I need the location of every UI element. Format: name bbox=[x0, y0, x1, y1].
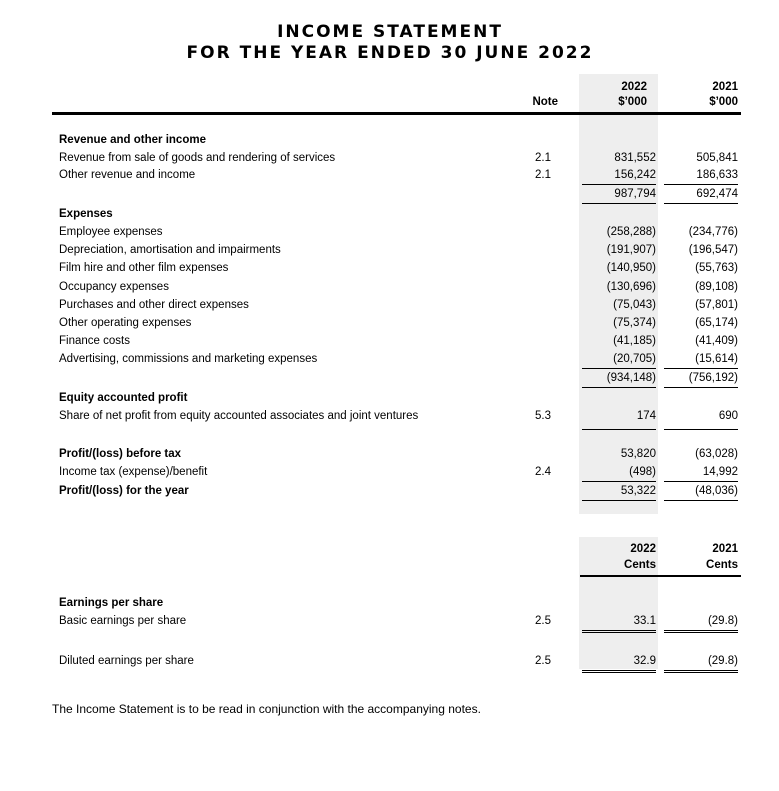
profit-before-tax-label: Profit/(loss) before tax bbox=[59, 448, 182, 460]
total-rule bbox=[664, 500, 738, 501]
year-2022-unit: $’000 bbox=[618, 96, 647, 108]
year-2021-unit: $’000 bbox=[709, 96, 738, 108]
total-rule bbox=[582, 429, 656, 430]
income-tax-2021: 14,992 bbox=[702, 466, 738, 478]
total-rule bbox=[582, 670, 656, 671]
total-rule bbox=[664, 670, 738, 671]
subtotal-rule bbox=[582, 184, 656, 185]
equity-row-label: Share of net profit from equity accounted associates and joint ventures bbox=[59, 410, 419, 422]
revenue-row-label: Other revenue and income bbox=[59, 169, 196, 181]
note-column-header: Note bbox=[532, 96, 558, 108]
expense-row-2021: (89,108) bbox=[695, 281, 738, 293]
total-rule bbox=[664, 203, 738, 204]
total-rule bbox=[664, 632, 738, 633]
expense-row-2022: (75,043) bbox=[613, 299, 656, 311]
expense-row-label: Finance costs bbox=[59, 335, 130, 347]
total-rule bbox=[582, 203, 656, 204]
basic-eps-2022: 33.1 bbox=[633, 615, 656, 627]
eps-year-2021-header: 2021 bbox=[712, 543, 738, 555]
total-rule bbox=[664, 630, 738, 631]
equity-row-note: 5.3 bbox=[535, 410, 551, 422]
expense-row-2021: (15,614) bbox=[695, 353, 738, 365]
equity-row-2022: 174 bbox=[636, 410, 656, 422]
total-rule bbox=[582, 632, 656, 633]
expenses-total-2021: (756,192) bbox=[688, 372, 738, 384]
total-rule bbox=[582, 672, 656, 673]
income-tax-2022: (498) bbox=[629, 466, 656, 478]
equity-row-2021: 690 bbox=[718, 410, 738, 422]
subtotal-rule bbox=[582, 481, 656, 482]
profit-before-tax-2021: (63,028) bbox=[695, 448, 738, 460]
year-2021-header: 2021 bbox=[712, 81, 738, 93]
eps-year-2021-unit: Cents bbox=[706, 559, 738, 571]
expense-row-label: Occupancy expenses bbox=[59, 281, 169, 293]
expense-row-label: Film hire and other film expenses bbox=[59, 262, 229, 274]
expense-row-2021: (41,409) bbox=[695, 335, 738, 347]
statement-subtitle: FOR THE YEAR ENDED 30 JUNE 2022 bbox=[186, 43, 594, 63]
diluted-eps-label: Diluted earnings per share bbox=[59, 655, 194, 667]
eps-year-2022-unit: Cents bbox=[624, 559, 656, 571]
expense-row-2021: (55,763) bbox=[695, 262, 738, 274]
expense-row-2022: (75,374) bbox=[613, 317, 656, 329]
header-rule bbox=[52, 112, 741, 115]
expenses-heading: Expenses bbox=[59, 208, 113, 220]
expense-row-2022: (191,907) bbox=[606, 244, 656, 256]
year-2022-header: 2022 bbox=[621, 81, 647, 93]
expense-row-2022: (130,696) bbox=[606, 281, 656, 293]
expense-row-2022: (20,705) bbox=[613, 353, 656, 365]
basic-eps-2021: (29.8) bbox=[707, 615, 738, 627]
expense-row-2022: (258,288) bbox=[606, 226, 656, 238]
profit-for-year-2021: (48,036) bbox=[695, 485, 738, 497]
expense-row-2022: (140,950) bbox=[606, 262, 656, 274]
revenue-row-2021: 186,633 bbox=[696, 169, 738, 181]
expenses-total-2022: (934,148) bbox=[606, 372, 656, 384]
diluted-eps-note: 2.5 bbox=[535, 655, 551, 667]
revenue-row-note: 2.1 bbox=[535, 152, 551, 164]
revenue-heading: Revenue and other income bbox=[59, 134, 206, 146]
expense-row-2021: (196,547) bbox=[688, 244, 738, 256]
eps-header-rule bbox=[580, 575, 741, 577]
eps-heading: Earnings per share bbox=[59, 597, 164, 609]
eps-year-2022-header: 2022 bbox=[630, 543, 656, 555]
total-rule bbox=[664, 429, 738, 430]
equity-heading: Equity accounted profit bbox=[59, 392, 188, 404]
revenue-row-note: 2.1 bbox=[535, 169, 551, 181]
total-rule bbox=[664, 672, 738, 673]
expense-row-label: Employee expenses bbox=[59, 226, 163, 238]
expense-row-2021: (234,776) bbox=[688, 226, 738, 238]
profit-before-tax-2022: 53,820 bbox=[620, 448, 656, 460]
income-tax-note: 2.4 bbox=[535, 466, 551, 478]
total-rule bbox=[582, 387, 656, 388]
basic-eps-label: Basic earnings per share bbox=[59, 615, 187, 627]
expense-row-label: Purchases and other direct expenses bbox=[59, 299, 249, 311]
diluted-eps-2021: (29.8) bbox=[707, 655, 738, 667]
expense-row-label: Advertising, commissions and marketing expenses bbox=[59, 353, 318, 365]
expense-row-label: Depreciation, amortisation and impairments bbox=[59, 244, 281, 256]
subtotal-rule bbox=[664, 184, 738, 185]
total-rule bbox=[582, 630, 656, 631]
revenue-row-2022: 156,242 bbox=[614, 169, 656, 181]
total-rule bbox=[582, 500, 656, 501]
profit-for-year-label: Profit/(loss) for the year bbox=[59, 485, 189, 497]
revenue-total-2021: 692,474 bbox=[696, 188, 738, 200]
expense-row-2021: (57,801) bbox=[695, 299, 738, 311]
revenue-total-2022: 987,794 bbox=[614, 188, 656, 200]
footnote: The Income Statement is to be read in conjunction with the accompanying notes. bbox=[52, 702, 481, 716]
revenue-row-2022: 831,552 bbox=[614, 152, 656, 164]
total-rule bbox=[664, 387, 738, 388]
revenue-row-2021: 505,841 bbox=[696, 152, 738, 164]
basic-eps-note: 2.5 bbox=[535, 615, 551, 627]
profit-for-year-2022: 53,322 bbox=[620, 485, 656, 497]
statement-title: INCOME STATEMENT bbox=[277, 22, 503, 42]
expense-row-2021: (65,174) bbox=[695, 317, 738, 329]
subtotal-rule bbox=[664, 368, 738, 369]
revenue-row-label: Revenue from sale of goods and rendering of services bbox=[59, 152, 336, 164]
expense-row-label: Other operating expenses bbox=[59, 317, 192, 329]
subtotal-rule bbox=[664, 481, 738, 482]
income-tax-label: Income tax (expense)/benefit bbox=[59, 466, 208, 478]
subtotal-rule bbox=[582, 368, 656, 369]
diluted-eps-2022: 32.9 bbox=[633, 655, 656, 667]
expense-row-2022: (41,185) bbox=[613, 335, 656, 347]
